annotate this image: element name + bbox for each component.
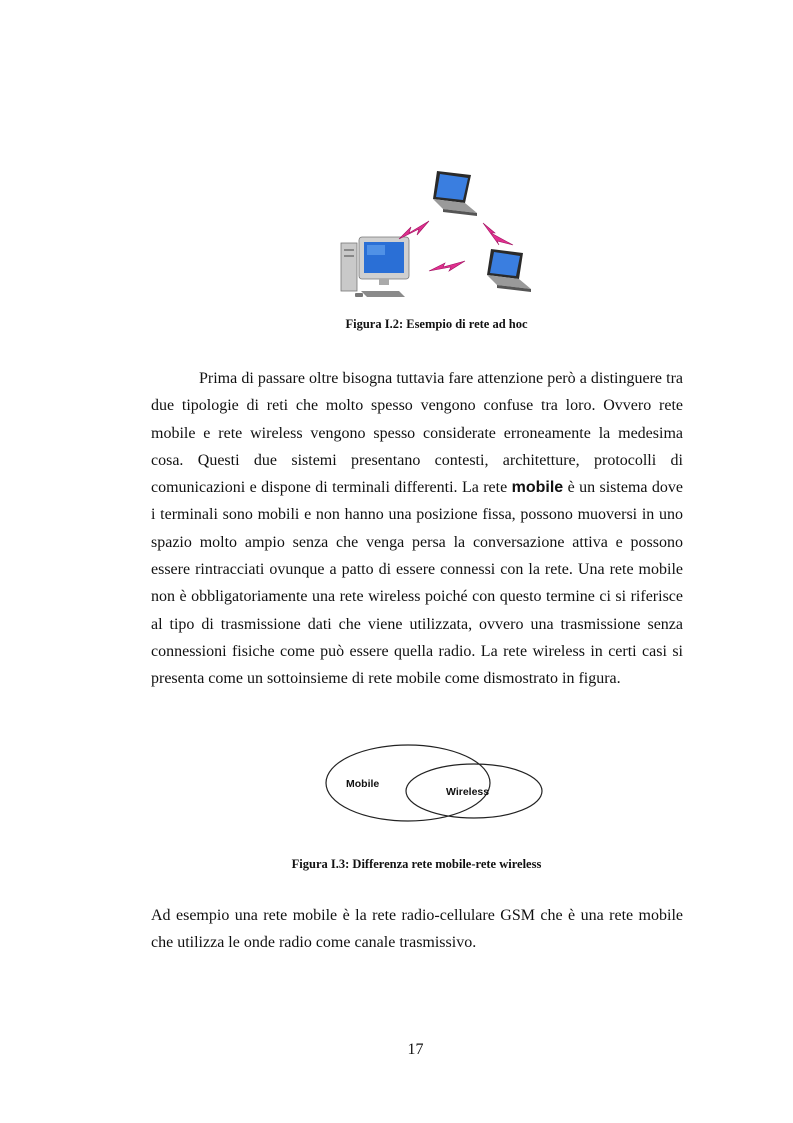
paragraph-text: Prima di passare oltre bisogna tuttavia fare attenzione però a distinguere tra due tipologie di reti che molto spesso vengono confuse tra loro. Ovvero rete mobile e rete wireless vengono spesso considerate erroneamente la medesima cosa. Questi due sistemi presentano contesti, architetture, protocolli di comunicazioni e dispone di terminali differenti. La rete bbox=[151, 370, 683, 497]
adhoc-network-figure bbox=[333, 165, 545, 307]
body-paragraph bbox=[151, 365, 683, 693]
bold-term: mobile bbox=[511, 479, 564, 497]
figure-caption: Figura I.3: Differenza rete mobile-rete wireless bbox=[291, 857, 542, 871]
mobile-wireless-diagram bbox=[322, 742, 546, 824]
body-paragraph: Ad esempio una rete mobile è la rete radio-cellulare GSM che è una rete mobile che utilizza le onde radio come canale trasmissivo. bbox=[151, 907, 683, 952]
laptop-icon bbox=[433, 171, 477, 216]
page-number: 17 bbox=[407, 1041, 424, 1058]
mobile-label: Mobile bbox=[346, 778, 380, 790]
paragraph-text: è un sistema dove i terminali sono mobili e non hanno una posizione fissa, possono muoversi in uno spazio molto ampio senza che venga persa la conversazione attiva e possono essere rintracciati ovunque a patto di essere connessi con la rete. Una rete mobile non è obbligatoriamente una rete wireless poiché con questo termine ci si riferisce al tipo di trasmissione dati che viene utilizzata, ovvero una trasmissione senza connessioni fisiche come può essere quella radio. La rete wireless in certi casi si presenta come un sottoinsieme di rete mobile come dismostrato in figura. bbox=[151, 479, 683, 688]
wireless-label: Wireless bbox=[446, 786, 490, 798]
desktop-computer-icon bbox=[341, 237, 409, 297]
laptop-icon bbox=[487, 249, 531, 292]
figure-caption: Figura I.2: Esempio di rete ad hoc bbox=[345, 317, 528, 331]
